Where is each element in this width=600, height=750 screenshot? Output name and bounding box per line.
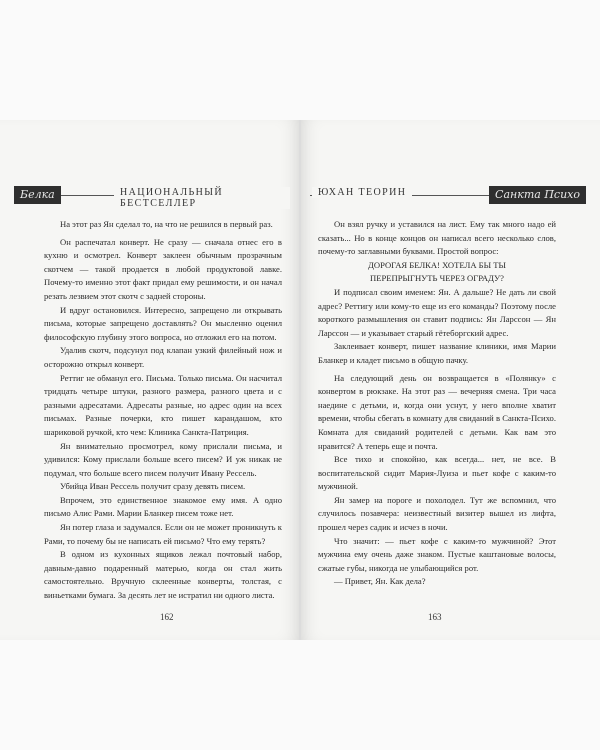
paragraph: Заклеивает конверт, пишет название клиники, имя Марии Бланкер и кладет письмо в общую пачку. bbox=[318, 341, 556, 365]
paragraph: Ян внимательно просмотрел, кому прислали письма, и удивился: Кому прислали больше всего писем? И уж никак не подумал, что больше всего писем получит Ивану Рессель. bbox=[44, 440, 282, 478]
letter-line: ПЕРЕПРЫГНУТЬ ЧЕРЕЗ ОГРАДУ? bbox=[370, 273, 504, 284]
paragraph: Что значит: — пьет кофе с каким-то мужчиной? Этот мужчина ему очень даже знаком. Пустые каштановые волосы, сжатые губы, никогда не улыбающийся рот. bbox=[318, 535, 556, 573]
right-page-text bbox=[318, 218, 556, 589]
paragraph: Впрочем, это единственное знакомое ему имя. А одно письмо Алис Рами. Марии Бланкер писем тоже нет. bbox=[44, 494, 282, 519]
right-running-header bbox=[310, 186, 586, 204]
paragraph: И вдруг остановился. Интересно, запрещено ли открывать письма, которые запрещено доставлять? Он мысленно оценил философскую глубину этого вопроса, но отложил его на потом. bbox=[44, 304, 282, 342]
paragraph: И подписал своим именем: Ян. А дальше? Не дать ли свой адрес? Реттигу или кому-то еще из его команды? Поэтому после короткого размышления он ставит подпись: Ян Ларссон — Ян Ларссон — и указывает старый гётеборгский адрес. bbox=[318, 286, 556, 338]
left-page-number: 162 bbox=[160, 612, 174, 622]
letter-line: ДОРОГАЯ БЕЛКА! ХОТЕЛА БЫ ТЫ bbox=[368, 259, 506, 270]
paragraph: Удалив скотч, подсунул под клапан узкий филейный нож и осторожно открыл конверт. bbox=[44, 345, 282, 369]
paragraph: Ян потер глаза и задумался. Если он не может проникнуть к Рами, то почему бы не написать ей письмо? Что ему терять? bbox=[44, 522, 282, 546]
paragraph: Он распечатал конверт. Не сразу — сначала отнес его в кухню и осмотрел. Конверт заклеен обычным прозрачным скотчем — такой продается в любой продуктовой лавке. Почему-то именно этот факт придал ему решимости, и он начал резать лезвием этот скотч с задней стороны. bbox=[44, 236, 282, 301]
right-header-label: ЮХАН ТЕОРИН bbox=[312, 187, 412, 198]
left-header-label: НАЦИОНАЛЬНЫЙ БЕСТСЕЛЛЕР bbox=[114, 187, 290, 209]
paragraph: На следующий день он возвращается в «Полянку» с конвертом в рюкзаке. На этот раз — вечерняя смена. Три часа наедине с детьми, и, когда они уснут, у него вполне хватит времени, чтобы сбегать в комнату для свиданий в Санкта-Психо. Комната для свиданий родителей с детьми. Как вам это нравится? А теперь еще и почта. bbox=[318, 372, 556, 451]
paragraph: Он взял ручку и уставился на лист. Ему так много надо ей сказать... Но в конце концов он написал всего несколько слов, почему-то заглавными буквами. Простой вопрос: bbox=[318, 219, 556, 257]
left-page-text bbox=[44, 218, 282, 603]
paragraph: На этот раз Ян сделал то, на что не решился в первый раз. bbox=[60, 219, 273, 229]
paragraph: В одном из кухонных ящиков лежал почтовый набор, давным-давно подаренный матерью, когда он стал жить самостоятельно. Вручную склеенные конверты, толстая, с виньетками бумага. За десять лет не истратил ни одного листа. bbox=[44, 549, 282, 601]
left-running-header bbox=[14, 186, 290, 209]
left-header-tag: Белка bbox=[14, 186, 61, 204]
right-page-number: 163 bbox=[428, 612, 442, 622]
paragraph: — Привет, Ян. Как дела? bbox=[334, 576, 426, 587]
paragraph: Ян замер на пороге и похолодел. Тут же вспомнил, что случилось позавчера: неизвестный визитер вышел из лифта, прошел через садик и исчез в ночи. bbox=[318, 494, 556, 533]
paragraph: Убийца Иван Рессель получит сразу девять писем. bbox=[60, 481, 246, 492]
paragraph: Все тихо и спокойно, как всегда... нет, не все. В воспитательской сидит Мария-Луиза и пьет кофе с каким-то мужчиной. bbox=[318, 454, 556, 492]
paragraph: Реттиг не обманул его. Письма. Только письма. Он насчитал тридцать четыре штуки, разного размера, разного цвета и с разными адресатами. Адресаты разные, но адрес один на всех письмах. Разные почерки, кто пишет карандашом, кто шариковой ручкой, кто чем: Клиника Санкта-Патриция. bbox=[44, 372, 282, 437]
right-header-tag: Санкта Психо bbox=[489, 186, 586, 204]
book-gutter bbox=[299, 120, 301, 640]
